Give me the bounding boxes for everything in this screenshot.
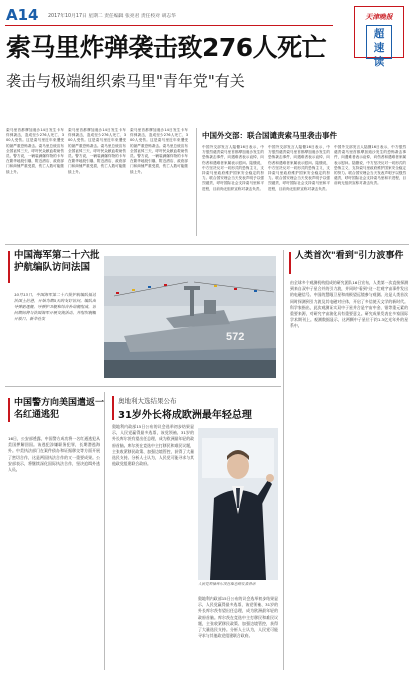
right-accent-bar [289, 252, 291, 274]
vertical-divider-left [104, 392, 105, 670]
masthead-logo [354, 6, 404, 68]
top-right-body-col1: 中国外交部发言人陆慷16日表示，中方强烈谴责索马里首都摩加迪沙发生的恐怖袭击事件，向遇难者表示哀悼，向伤者和遇难者家属表示慰问。陆慷说，中方坚决反对一切形式的恐怖主义，支持索马里政府维护国家安全稳定的努力。联合国安理会当天发表声明予以强烈谴责，呼吁国际社会支持索马里和平进程，目前尚无组织宣称对袭击负责。 [202, 145, 264, 191]
page-number: A14 [6, 6, 39, 24]
top-right-headline: 中国外交部：联合国谴责索马里袭击事件 [202, 131, 337, 140]
police-headline: 中国警方向美国遣返一名红通逃犯 [14, 398, 105, 420]
lead-headline: 索马里炸弹袭击致276人死亡 [6, 33, 327, 62]
navy-photo [104, 256, 276, 378]
police-accent-bar [8, 398, 10, 422]
horizontal-divider-1 [5, 244, 409, 245]
warship-illustration [104, 256, 276, 378]
navy-body: 10月13日，中国海军第二十六批护航编队抵达法国土伦港，开始为期5天的友好访问。编队由导弹驱逐舰、导弹护卫舰和综合补给舰组成，访问期间将与法国海军开展交流活动，并组织舰艇开放日。新华社发 [14, 292, 96, 321]
svg-text:572: 572 [226, 331, 245, 343]
header-rule [5, 25, 333, 26]
right-body: 由全球多个观测机构组成的研究团队16日宣布，人类第一次直接探测到来自双中子星合并的引力波，并同时"看到"这一壮观宇宙事件发出的电磁信号。中国的慧眼卫星和南极望远镜参与观测。这是人类首次同时探测到引力波及其电磁对应体，开启了多信使天文学的新时代。科学家指出，此次观测证实双中子星并合是宇宙中金、银等重元素的重要来源，对研究宇宙演化具有重要意义。研究成果发表在多家国际学术期刊上。观测数据显示，这两颗中子星位于约1.3亿光年外的星系中。 [290, 280, 408, 329]
politician-illustration [198, 428, 278, 580]
lead-body-col3: 索马里首都摩加迪沙14日发生卡车炸弹袭击，造成至少276人死亡、300人受伤。这是索马里近年来遭受的最严重恐怖袭击。索马里总统宣布全国哀悼三天，呼吁民众献血救助伤员。警方说，一辆装满爆炸物的卡车在繁华地段引爆，附近酒店、政府部门和商铺严重受损，伤亡人数可能继续上升。 [130, 128, 188, 174]
austria-accent-bar [112, 396, 114, 420]
top-right-body-col2: 中国外交部发言人陆慷16日表示，中方强烈谴责索马里首都摩加迪沙发生的恐怖袭击事件，向遇难者表示哀悼，向伤者和遇难者家属表示慰问。陆慷说，中方坚决反对一切形式的恐怖主义，支持索马里政府维护国家安全稳定的努力。联合国安理会当天发表声明予以强烈谴责，呼吁国际社会支持索马里和平进程，目前尚无组织宣称对袭击负责。 [268, 145, 330, 191]
austria-body-col1: 奥地利内政部15日公布的议会选举初步结果显示，人民党赢得最多选票，该党领袖、31岁的外长库尔茨有望出任总理，成为欧洲最年轻的政府首脑。库尔茨在竞选中主打移民和难民议题，主张收紧移民政策、加强边境管控，获得了大量选民支持。分析人士认为，人民党可能寻求与其他政党组建联合政府。 [112, 424, 194, 467]
lead-subhead: 袭击与极端组织索马里"青年党"有关 [6, 72, 245, 90]
austria-photo-caption: 人民党领袖库尔茨在维也纳发表讲话 [198, 582, 256, 586]
section-label: 超速读 [373, 28, 385, 68]
lead-body-col1: 索马里首都摩加迪沙14日发生卡车炸弹袭击，造成至少276人死亡、300人受伤。这是索马里近年来遭受的最严重恐怖袭击。索马里总统宣布全国哀悼三天，呼吁民众献血救助伤员。警方说，一辆装满爆炸物的卡车在繁华地段引爆，附近酒店、政府部门和商铺严重受损，伤亡人数可能继续上升。 [6, 128, 64, 174]
vertical-divider-mid [283, 250, 284, 670]
navy-headline: 中国海军第二十六批护航编队访问法国 [14, 250, 100, 273]
navy-accent-bar [8, 251, 10, 283]
horizontal-divider-2 [5, 386, 281, 387]
police-body: 16日，公安部透露，中国警方成功将一名红通逃犯从美国押解回国。该逃犯涉嫌职务犯罪，长期潜逃海外。中美执法部门在案件侦办和证据移交等方面开展了密切合作，这是两国执法合作的又一重要成果。公安部表示，将继续深化国际执法合作，坚决追缉外逃人员。 [8, 436, 100, 473]
top-right-body-col3: 中国外交部发言人陆慷16日表示，中方强烈谴责索马里首都摩加迪沙发生的恐怖袭击事件，向遇难者表示哀悼，向伤者和遇难者家属表示慰问。陆慷说，中方坚决反对一切形式的恐怖主义，支持索马里政府维护国家安全稳定的努力。联合国安理会当天发表声明予以强烈谴责，呼吁国际社会支持索马里和平进程，目前尚无组织宣称对袭击负责。 [334, 145, 406, 186]
austria-body-col2: 奥地利内政部15日公布的议会选举初步结果显示，人民党赢得最多选票，该党领袖、31岁的外长库尔茨有望出任总理，成为欧洲最年轻的政府首脑。库尔茨在竞选中主打移民和难民议题，主张收紧移民政策、加强边境管控，获得了大量选民支持。分析人士认为，人民党可能寻求与其他政党组建联合政府。 [198, 596, 278, 639]
austria-kicker: 奥地利大选结果公布 [118, 397, 177, 405]
austria-headline: 31岁外长将成欧洲最年轻总理 [118, 410, 252, 421]
lead-body-col2: 索马里首都摩加迪沙14日发生卡车炸弹袭击，造成至少276人死亡、300人受伤。这是索马里近年来遭受的最严重恐怖袭击。索马里总统宣布全国哀悼三天，呼吁民众献血救助伤员。警方说，一辆装满爆炸物的卡车在繁华地段引爆，附近酒店、政府部门和商铺严重受损，伤亡人数可能继续上升。 [68, 128, 126, 174]
vertical-divider-top [196, 128, 197, 236]
section-title [366, 25, 392, 68]
masthead-brand: 天津晚报 [365, 13, 393, 21]
right-headline: 人类首次"看到"引力波事件 [295, 251, 404, 261]
header-meta: 2017年10月17日 星期二 责任编辑 张亮君 责任校对 胡志华 [48, 14, 176, 19]
austria-photo [198, 428, 278, 580]
